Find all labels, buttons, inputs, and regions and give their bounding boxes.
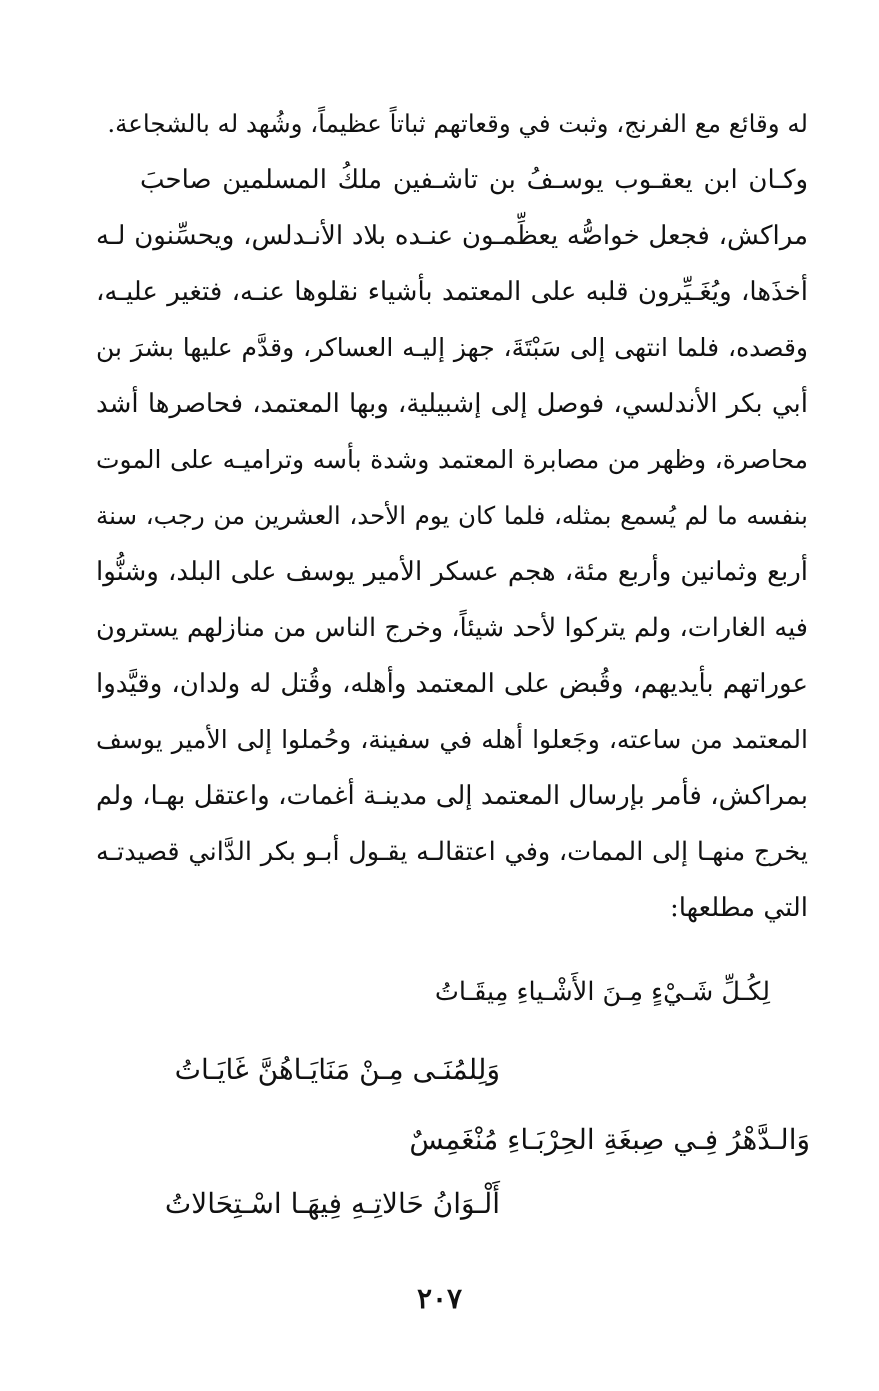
text-line: أربع وثمانين وأربع مئة، هجم عسكر الأمير يوسف على البلد، وشنُّوا xyxy=(96,557,808,587)
text-line: له وقائع مع الفرنج، وثبت في وقعاتهم ثباتاً عظيماً، وشُهد له بالشجاعة. xyxy=(107,109,808,138)
text-line: التي مطلعها: xyxy=(670,893,808,923)
text-line: وقصده، فلما انتهى إلى سَبْتَةَ، جهز إليـه العساكر، وقدَّم عليها بشرَ بن xyxy=(96,333,808,362)
poem-verse-2: وَلِلمُنَـى مِـنْ مَنَايَـاهُنَّ غَايَـاتُ xyxy=(174,1053,500,1086)
text-line: يخرج منهـا إلى الممات، وفي اعتقالـه يقـول أبـو بكر الدَّاني قصيدتـه xyxy=(96,837,808,867)
text-line: محاصرة، وظهر من مصابرة المعتمد وشدة بأسه وتراميـه على الموت xyxy=(96,445,808,474)
poem-verse-1: لِكُـلِّ شَـيْءٍ مِـنَ الأَشْـياءِ مِيقَـاتُ xyxy=(434,977,770,1007)
poem-verse-4: أَلْـوَانُ حَالاتِـهِ فِيهَـا اسْـتِحَالاتُ xyxy=(164,1187,500,1220)
text-line: بنفسه ما لم يُسمع بمثله، فلما كان يوم الأحد، العشرين من رجب، سنة xyxy=(96,501,808,530)
poem-verse-3: وَالـدَّهْرُ فِـي صِبغَةِ الحِرْبَـاءِ مُنْغَمِسٌ xyxy=(409,1123,810,1156)
text-line: بمراكش، فأمر بإرسال المعتمد إلى مدينـة أغمات، واعتقل بهـا، ولم xyxy=(96,781,808,811)
paragraph-start-line: وكـان ابن يعقـوب يوسـفُ بن تاشـفين ملكُ المسلمين صاحبَ xyxy=(140,165,808,195)
text-line: عوراتهم بأيديهم، وقُبض على المعتمد وأهله، وقُتل له ولدان، وقيَّدوا xyxy=(96,669,808,699)
text-line: أخذَها، ويُغَـيِّرون قلبه على المعتمد بأشياء نقلوها عنـه، فتغير عليـه، xyxy=(96,277,808,307)
text-line: المعتمد من ساعته، وجَعلوا أهله في سفينة، وحُملوا إلى الأمير يوسف xyxy=(96,725,808,754)
text-line: أبي بكر الأندلسي، فوصل إلى إشبيلية، وبها المعتمد، فحاصرها أشد xyxy=(96,389,808,419)
page-number: ٢٠٧ xyxy=(416,1282,463,1315)
text-line: فيه الغارات، ولم يتركوا لأحد شيئاً، وخرج الناس من منازلهم يسترون xyxy=(96,613,808,643)
text-line: مراكش، فجعل خواصُّه يعظِّمـون عنـده بلاد الأنـدلس، ويحسِّنون لـه xyxy=(96,221,808,251)
